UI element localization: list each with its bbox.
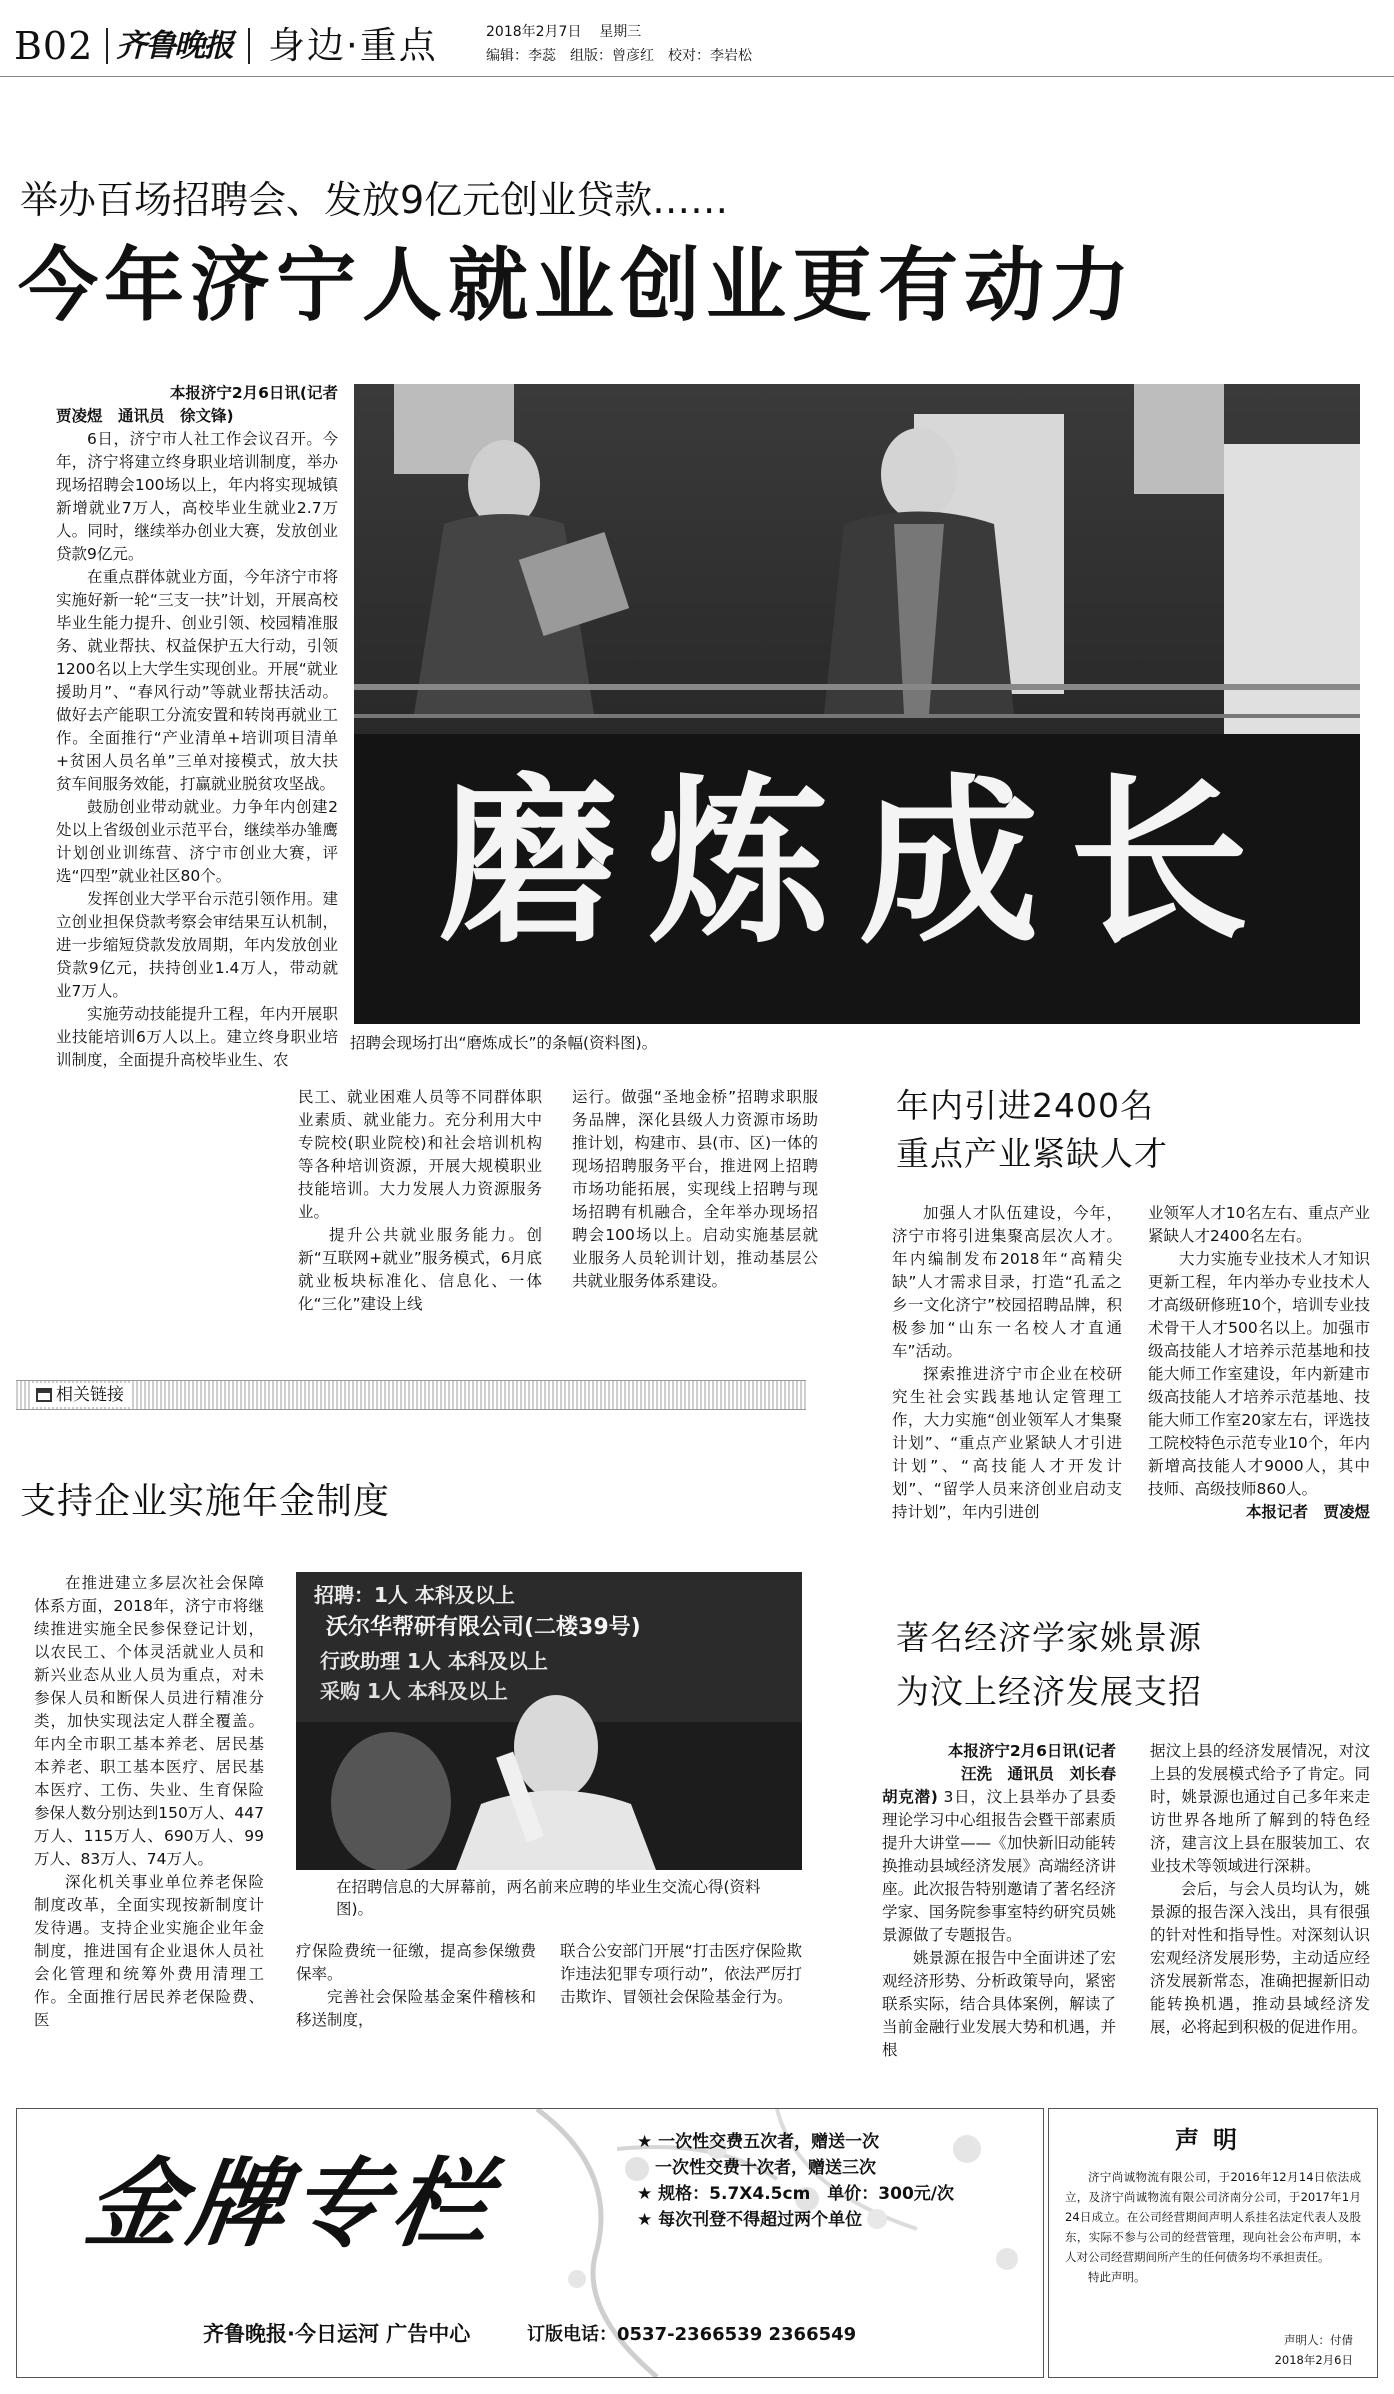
ad-bullet-text: 规格：5.7X4.5cm 单价：300元/次 — [658, 2184, 954, 2204]
main-photo — [354, 384, 1360, 1024]
notice-body — [1049, 2157, 1377, 2287]
ad-bullet — [637, 2129, 954, 2155]
date-text: 2018年2月7日 — [486, 24, 582, 40]
main-photo-caption: 招聘会现场打出“磨炼成长”的条幅(资料图)。 — [350, 1034, 658, 1052]
masthead-divider-1 — [106, 28, 108, 64]
masthead-divider-2 — [248, 28, 250, 64]
ad-bullet-text: 一次性交费五次者，赠送一次 — [658, 2132, 880, 2152]
related-column-3 — [560, 1940, 802, 2009]
weekday-text: 星期三 — [599, 24, 642, 40]
talent-paragraph: 业领军人才10名左右、重点产业紧缺人才2400名左右。 — [1148, 1204, 1370, 1245]
ad-bullet-text: 一次性交费十次者，赠送三次 — [655, 2158, 876, 2178]
screen-line: 行政助理 1人 本科及以上 — [320, 1649, 548, 1673]
expert-dateline: 本报济宁2月6日讯(记者 — [947, 1742, 1116, 1760]
related-paragraph: 完善社会保险基金案件稽核和移送制度， — [296, 1988, 536, 2029]
notice-title: 声明 — [1175, 2126, 1251, 2154]
main-column-1 — [56, 382, 338, 1072]
talent-paragraph: 探索推进济宁市企业在校研究生社会实践基地认定管理工作，大力实施“创业领军人才集聚计划”、“重点产业紧缺人才引进计划”、“高技能人才开发计划”、“留学人员来济创业启动支持计划”，年内引进创 — [892, 1365, 1122, 1521]
expert-paragraph: 据汶上县的经济发展情况，对汶上县的发展模式给予了肯定。同时，姚景源也通过自己多年来走访世界各地所了解到的特色经济，建言汶上县在服装加工、农业技术等领域进行深耕。 — [1150, 1742, 1370, 1875]
main-paragraph: 6日，济宁市人社工作会议召开。今年，济宁将建立终身职业培训制度，举办现场招聘会100场以上，年内将实现城镇新增就业7万人，高校毕业生就业2.7万人。同时，继续举办创业大赛，发放创业贷款9亿元。 — [56, 430, 338, 563]
related-paragraph: 深化机关事业单位养老保险制度改革，全面实现按新制度计发待遇。支持企业实施企业年金制度，推进国有企业退休人员社会化管理和统筹外费用清理工作。全面推行居民养老保险费、医 — [34, 1873, 264, 2029]
ad-gold-column — [16, 2108, 1044, 2378]
talent-paragraph: 加强人才队伍建设，今年，济宁市将引进集聚高层次人才。年内编制发布2018年“高精尖缺”人才需求目录，打造“孔孟之乡一文化济宁”校园招聘品牌，积极参加“山东一名校人才直通车”活动。 — [892, 1204, 1122, 1360]
star-icon: ★ — [637, 2132, 659, 2152]
section-title: 身边·重点 — [268, 24, 438, 67]
related-paragraph: 在推进建立多层次社会保障体系方面，2018年，济宁市将继续推进实施全民参保登记计划，以农民工、个体灵活就业人员和新兴业态从业人员为重点，对未参保人员和断保人员进行精准分类，加快实现法定人群全覆盖。年内全市职工基本养老、居民基本养老、职工基本医疗、居民基本医疗、工伤、失业、生育保险参保人数分别达到150万人、447万人、115万人、690万人、99万人、83万人、74万人。 — [34, 1574, 264, 1868]
main-column-3 — [572, 1086, 818, 1293]
ad-footer-right: 订版电话：0537-2366539 2366549 — [527, 2324, 857, 2345]
main-dateline: 本报济宁2月6日讯(记者 — [169, 384, 338, 402]
main-headline: 今年济宁人就业创业更有动力 — [18, 239, 1136, 332]
main-paragraph: 发挥创业大学平台示范引领作用。建立创业担保贷款考察会审结果互认机制，进一步缩短贷款发放周期，年内发放创业贷款9亿元，扶持创业1.4万人，带动就业7万人。 — [56, 890, 338, 1000]
screen-line: 招聘：1人 本科及以上 — [314, 1583, 515, 1607]
main-paragraph: 运行。做强“圣地金桥”招聘求职服务品牌，深化县级人力资源市场助推计划，构建市、县(市、区)一体的现场招聘服务平台，推进网上招聘市场功能拓展，实现线上招聘与现场招聘有机融合，全年举办现场招聘会100场以上。启动实施基层就业服务人员轮训计划，推动基层公共就业服务体系建设。 — [572, 1088, 818, 1290]
notice-closing: 特此声明。 — [1088, 2270, 1146, 2284]
screen-line: 沃尔华帮研有限公司(二楼39号) — [326, 1615, 641, 1640]
expert-dateline-3: 胡克潜) — [882, 1788, 938, 1806]
star-icon: ★ — [637, 2210, 659, 2230]
related-headline: 支持企业实施年金制度 — [20, 1481, 391, 1522]
notice-box — [1048, 2108, 1378, 2378]
main-paragraph: 实施劳动技能提升工程，年内开展职业技能培训6万人以上。建立终身职业培训制度，全面提升高校毕业生、农 — [56, 1005, 338, 1069]
talent-column-1 — [892, 1202, 1122, 1524]
related-paragraph: 疗保险费统一征缴，提高参保缴费保率。 — [296, 1942, 536, 1983]
main-paragraph: 提升公共就业服务能力。创新“互联网+就业”服务模式，6月底就业板块标准化、信息化、一体化“三化”建设上线 — [298, 1226, 542, 1313]
related-paragraph: 联合公安部门开展“打击医疗保险欺诈违法犯罪专项行动”，依法严厉打击欺诈、冒领社会保险基金行为。 — [560, 1942, 802, 2006]
expert-paragraph: 会后，与会人员均认为，姚景源的报告深入浅出，具有很强的针对性和指导性。对深刻认识宏观经济发展形势，主动适应经济发展新常态，准确把握新旧动能转换机遇，推动县域经济发展，必将起到积极的促进作用。 — [1150, 1880, 1370, 2036]
expert-paragraph: 3日，汶上县举办了县委理论学习中心组报告会暨干部素质提升大讲堂——《加快新旧动能转换推动县域经济发展》高端经济讲座。此次报告特别邀请了著名经济学家、国务院参事室特约研究员姚景源做了专题报告。 — [882, 1788, 1116, 1944]
related-column-1 — [34, 1572, 264, 2032]
related-photo-caption: 在招聘信息的大屏幕前，两名前来应聘的毕业生交流心得(资料图)。 — [336, 1878, 761, 1918]
ad-calligraphy-title: 金牌专栏 — [79, 2147, 504, 2260]
issue-date — [486, 22, 641, 42]
main-paragraph: 在重点群体就业方面，今年济宁市将实施好新一轮“三支一扶”计划，开展高校毕业生能力提升、创业引领、校园精准服务、就业帮扶、权益保护五大行动，引领1200名以上大学生实现创业。开展“就业援助月”、“春风行动”等就业帮扶活动。做好去产能职工分流安置和转岗再就业工作。全面推行“产业清单+培训项目清单+贫困人员名单”三单对接模式，放大扶贫车间服务效能，打赢就业脱贫攻坚战。 — [56, 568, 338, 793]
talent-headline-line-1: 年内引进2400名 — [896, 1086, 1154, 1125]
expert-column-1 — [882, 1740, 1116, 2062]
related-column-2 — [296, 1940, 536, 2032]
document-icon — [36, 1388, 52, 1402]
expert-headline-line-1: 著名经济学家姚景源 — [896, 1618, 1202, 1657]
related-tag-label: 相关链接 — [56, 1385, 124, 1405]
ad-bullet — [637, 2155, 954, 2181]
main-dateline-2: 贾凌煜 通讯员 徐文锋) — [56, 407, 234, 425]
expert-paragraph: 姚景源在报告中全面讲述了宏观经济形势、分析政策导向，紧密联系实际，结合具体案例，解读了当前金融行业发展大势和机遇，并根 — [882, 1949, 1116, 2059]
related-tag — [30, 1383, 130, 1407]
main-paragraph: 民工、就业困难人员等不同群体职业素质、就业能力。充分利用大中专院校(职业院校)和社会培训机构等各种培训资源，开展大规模职业技能培训。大力发展人力资源服务业。 — [298, 1088, 542, 1221]
talent-column-2 — [1148, 1202, 1370, 1524]
screen-line: 采购 1人 本科及以上 — [320, 1679, 508, 1703]
masthead-bottom-rule — [0, 76, 1394, 77]
star-icon: ★ — [637, 2184, 659, 2204]
notice-signer: 声明人：付倩 — [1284, 2333, 1353, 2347]
main-kicker: 举办百场招聘会、发放9亿元创业贷款…… — [20, 178, 729, 222]
related-link-bar — [16, 1380, 806, 1410]
talent-byline: 本报记者 贾凌煜 — [1245, 1503, 1370, 1521]
ad-bullet — [637, 2207, 954, 2233]
talent-headline-line-2: 重点产业紧缺人才 — [896, 1134, 1168, 1173]
related-photo — [296, 1572, 802, 1870]
ad-bullet-text: 每次刊登不得超过两个单位 — [658, 2210, 863, 2230]
ad-footer-left: 齐鲁晚报·今日运河 广告中心 — [203, 2322, 471, 2346]
talent-paragraph: 大力实施专业技术人才知识更新工程，年内举办专业技术人才高级研修班10个，培训专业技术骨干人才500名以上。加强市级高技能人才培养示范基地和技能大师工作室建设，年内新建市级高技能人才培养示范基地、技能大师工作室20家左右，评选技工院校特色示范专业10个，年内新增高技能人才9000人，其中技师、高级技师860人。 — [1148, 1250, 1370, 1498]
ad-bullet-list — [637, 2129, 954, 2233]
ad-bullet — [637, 2181, 954, 2207]
staff-credits: 编辑：李蕊 组版：曾彦红 校对：李岩松 — [486, 48, 752, 64]
paper-logo: 齐鲁晚报 — [116, 28, 232, 64]
page-number: B02 — [14, 24, 94, 68]
main-paragraph: 鼓励创业带动就业。力争年内创建2处以上省级创业示范平台，继续举办雏鹰计划创业训练营、济宁市创业大赛，评选“四型”就业社区80个。 — [56, 798, 338, 885]
main-column-2 — [298, 1086, 542, 1316]
expert-column-2 — [1150, 1740, 1370, 2039]
photo-banner-text: 磨炼成长 — [438, 759, 1279, 968]
notice-date: 2018年2月6日 — [1274, 2353, 1353, 2367]
notice-body-text: 济宁尚诚物流有限公司，于2016年12月14日依法成立，及济宁尚诚物流有限公司济南分公司，于2017年1月24日成立。在公司经营期间声明人系挂名法定代表人及股东，实际不参与公司的经营管理，现向社会公布声明，本人对公司经营期间所产生的任何债务均不承担责任。 — [1065, 2170, 1361, 2264]
expert-headline-line-2: 为汶上经济发展支招 — [896, 1672, 1202, 1711]
expert-dateline-2: 汪洗 通讯员 刘长春 — [960, 1765, 1116, 1783]
